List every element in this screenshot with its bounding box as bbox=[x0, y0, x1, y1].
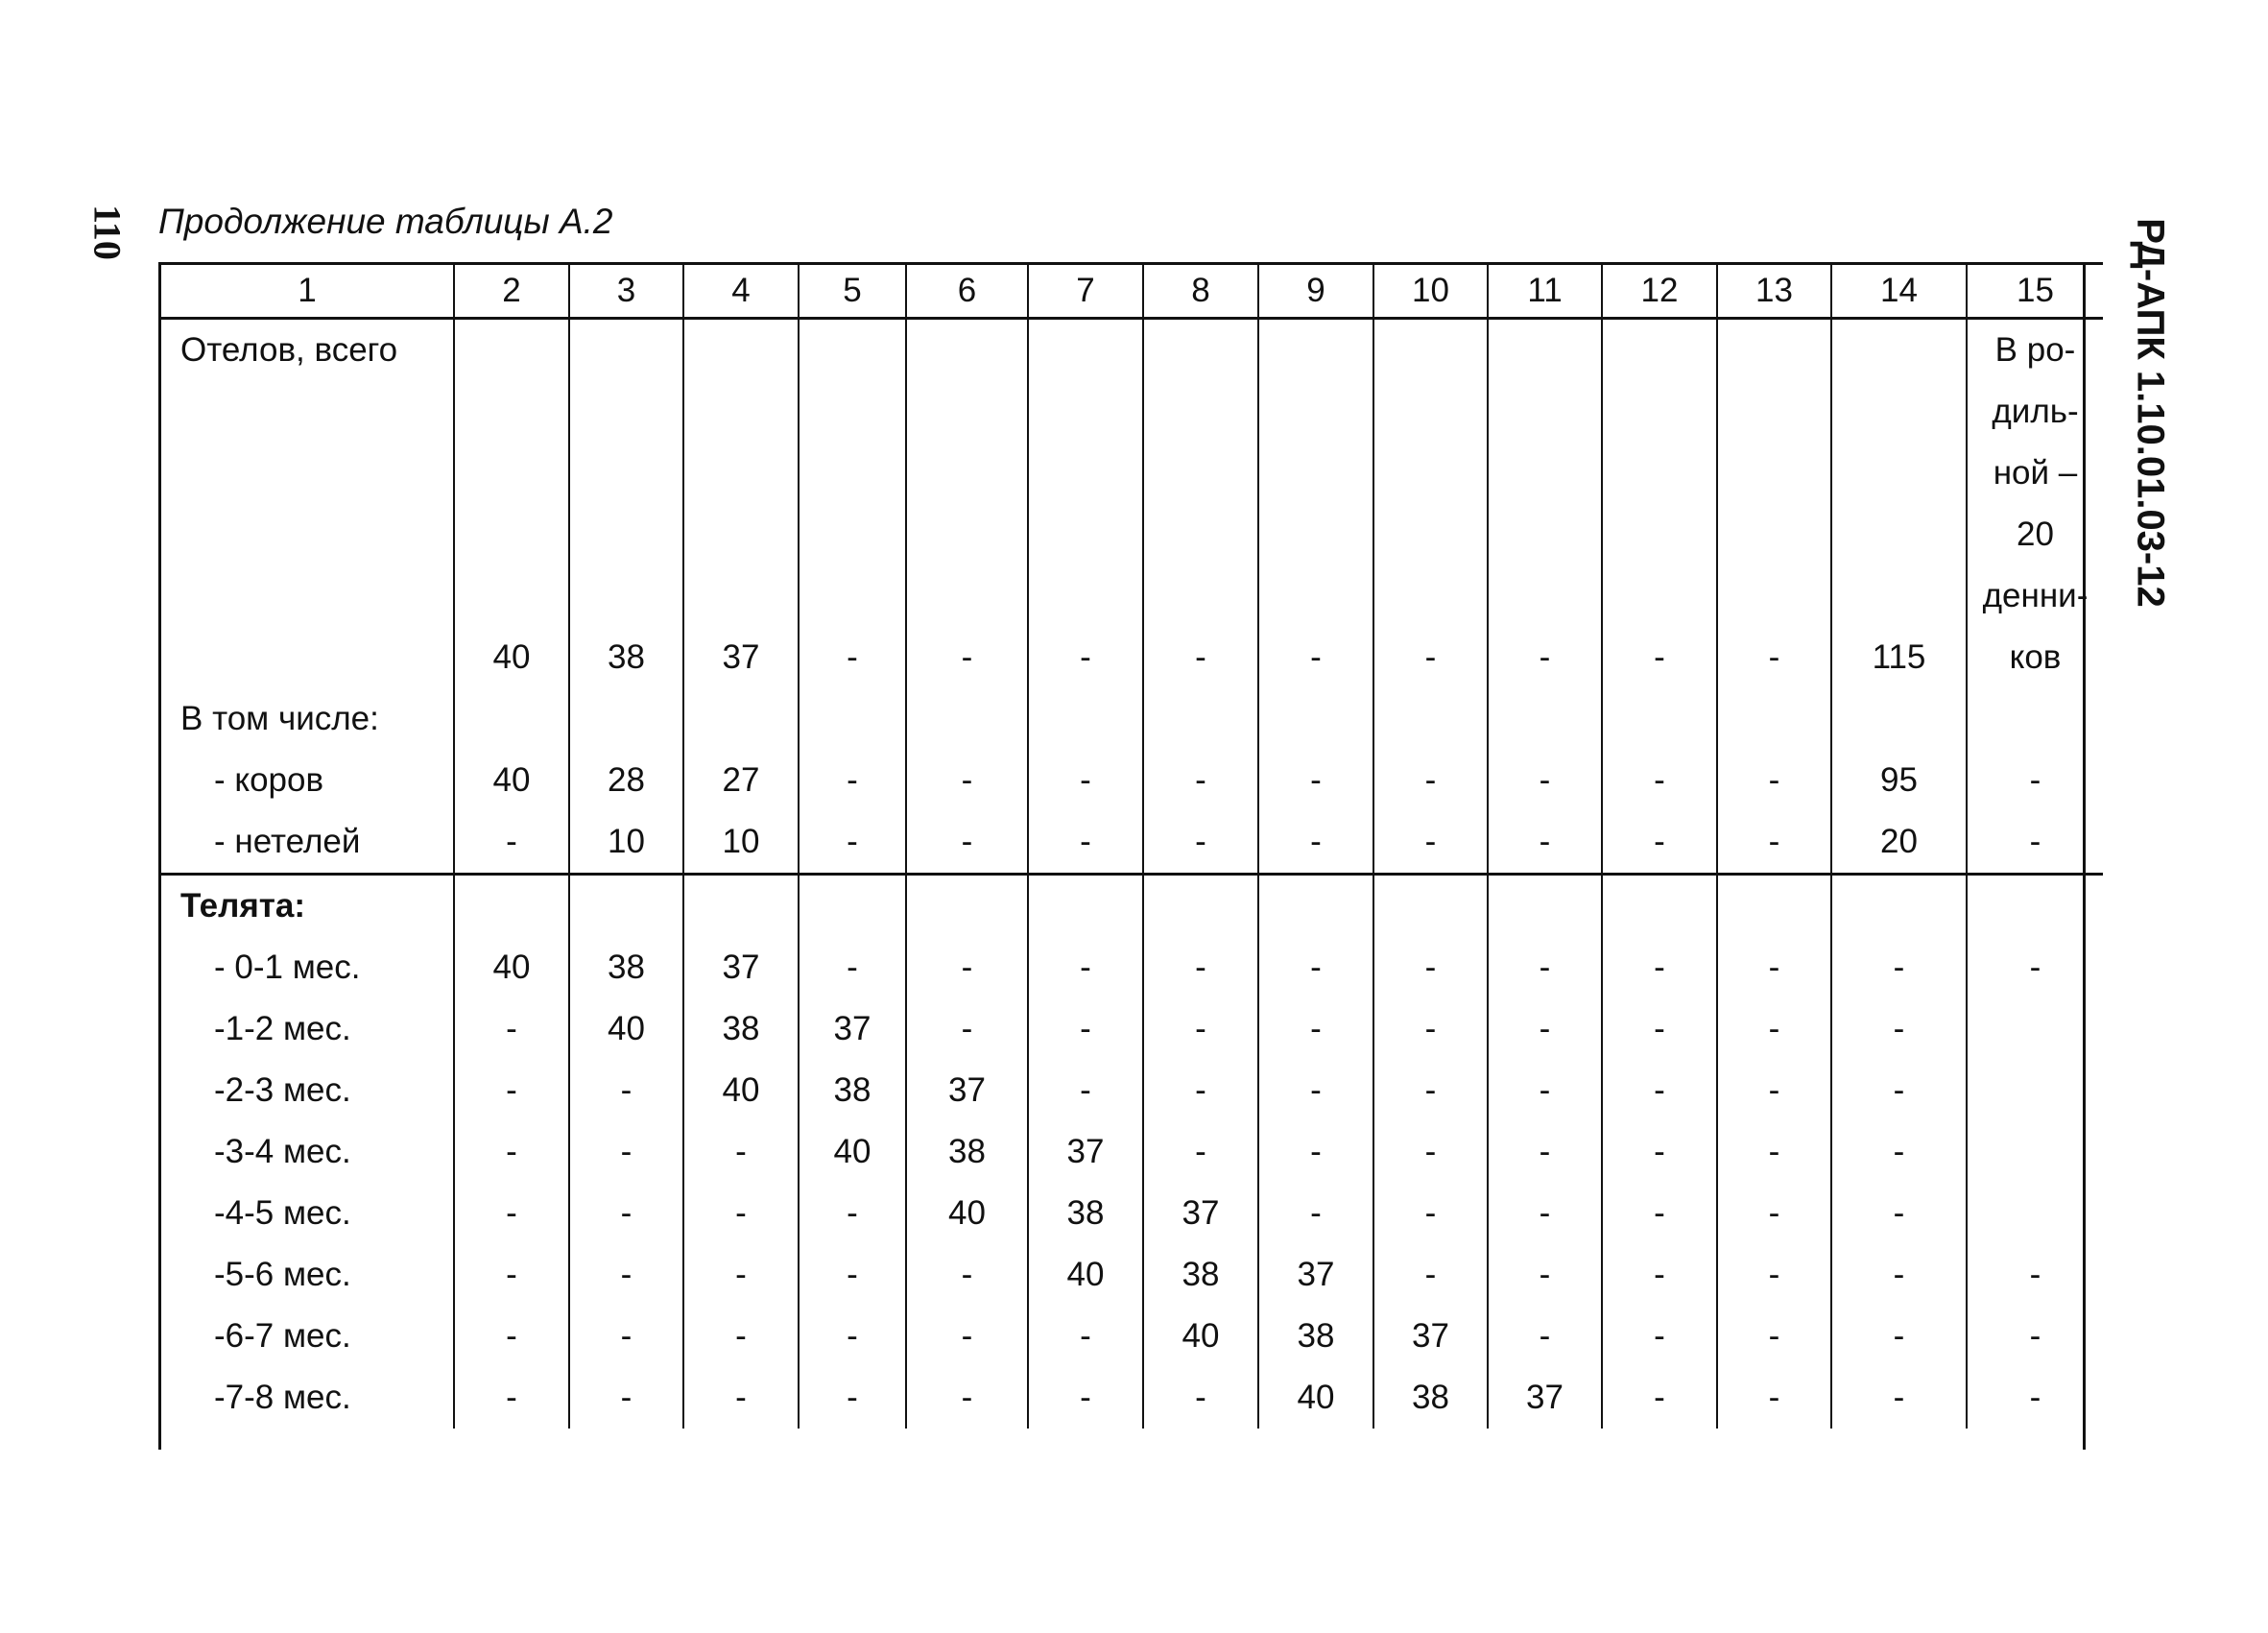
column-header-9: 9 bbox=[1258, 264, 1373, 319]
calves-header-row bbox=[161, 875, 2103, 938]
table-cell: - bbox=[1028, 319, 1143, 689]
table-cell: - bbox=[569, 1244, 683, 1306]
column-header-15: 15 bbox=[1967, 264, 2103, 319]
row-label: В том числе: bbox=[180, 700, 379, 737]
table-cell: - bbox=[683, 1244, 799, 1306]
table-cell: - bbox=[1488, 1183, 1602, 1244]
table-cell: - bbox=[1831, 1183, 1967, 1244]
table-cell: - bbox=[1831, 937, 1967, 998]
table-cell: - bbox=[683, 1183, 799, 1244]
table-cell: - bbox=[1831, 1121, 1967, 1183]
table-cell: - bbox=[1967, 811, 2103, 875]
note-line: ков bbox=[2009, 638, 2062, 676]
table-cell: - bbox=[1028, 1367, 1143, 1429]
table-cell: - bbox=[683, 1121, 799, 1183]
table-cell: - bbox=[1602, 811, 1717, 875]
table-cell: - bbox=[1488, 1244, 1602, 1306]
table-cell: - bbox=[1602, 1183, 1717, 1244]
column-header-3: 3 bbox=[569, 264, 683, 319]
table-cell: - bbox=[906, 1244, 1028, 1306]
row-label: Телята: bbox=[180, 887, 306, 925]
table-cell: - bbox=[906, 998, 1028, 1060]
table-cell: - bbox=[1143, 1121, 1258, 1183]
table-cell: - bbox=[1258, 998, 1373, 1060]
table-cell: 40 bbox=[1258, 1367, 1373, 1429]
column-header-2: 2 bbox=[454, 264, 569, 319]
document-code: РД-АПК 1.10.01.03-12 bbox=[2129, 218, 2172, 608]
table-cell: - bbox=[1717, 1244, 1831, 1306]
table-cell: - bbox=[1258, 319, 1373, 689]
table-cell: 37 bbox=[1488, 1367, 1602, 1429]
table-cell: - bbox=[1373, 937, 1488, 998]
table-cell: - bbox=[799, 1183, 906, 1244]
table-cell: - bbox=[1717, 998, 1831, 1060]
table-cell: 38 bbox=[1258, 1306, 1373, 1367]
row-label: Отелов, всего bbox=[180, 331, 398, 369]
table-cell: - bbox=[1602, 1306, 1717, 1367]
table-cell: 38 bbox=[683, 998, 799, 1060]
table-cell: - bbox=[569, 1121, 683, 1183]
table-cell: - bbox=[1258, 1060, 1373, 1121]
table-cell: - bbox=[1831, 1060, 1967, 1121]
table-cell: - bbox=[1373, 998, 1488, 1060]
column-header-12: 12 bbox=[1602, 264, 1717, 319]
table-cell: - bbox=[799, 1244, 906, 1306]
table-cell: - bbox=[1602, 319, 1717, 689]
column-header-14: 14 bbox=[1831, 264, 1967, 319]
table-cell: - bbox=[1488, 937, 1602, 998]
table-cell: - bbox=[1717, 319, 1831, 689]
table-cell: - bbox=[1258, 937, 1373, 998]
table-cell: - bbox=[1143, 1367, 1258, 1429]
data-table bbox=[161, 262, 2103, 1429]
table-cell: - bbox=[1717, 1121, 1831, 1183]
row-label: - нетелей bbox=[161, 811, 454, 875]
table-cell: - bbox=[1488, 1121, 1602, 1183]
note-line: диль- bbox=[1992, 393, 2079, 430]
table-cell bbox=[1967, 998, 2103, 1060]
table-cell: 37 bbox=[1028, 1121, 1143, 1183]
note-line: ной – bbox=[1993, 454, 2078, 492]
row-label: -1-2 мес. bbox=[214, 1010, 351, 1047]
table-cell: 40 bbox=[906, 1183, 1028, 1244]
table-caption: Продолжение таблицы А.2 bbox=[158, 202, 613, 241]
table-cell bbox=[1967, 1121, 2103, 1183]
table-cell: 37 bbox=[1258, 1244, 1373, 1306]
table-cell: - bbox=[799, 319, 906, 689]
table-cell: - bbox=[1143, 319, 1258, 689]
table-cell: - bbox=[454, 1367, 569, 1429]
table-cell: - bbox=[1258, 1121, 1373, 1183]
table-cell: 40 bbox=[454, 750, 569, 811]
calf-age-row bbox=[161, 1367, 2103, 1429]
table-cell: - bbox=[1028, 1306, 1143, 1367]
table-cell: 37 bbox=[1373, 1306, 1488, 1367]
table-cell: - bbox=[1717, 1306, 1831, 1367]
table-cell: - bbox=[454, 1121, 569, 1183]
row-label: -3-4 мес. bbox=[214, 1133, 351, 1170]
table-cell: 37 bbox=[1143, 1183, 1258, 1244]
table-cell: - bbox=[906, 319, 1028, 689]
table-cell: - bbox=[1717, 1367, 1831, 1429]
row-label: -6-7 мес. bbox=[214, 1317, 351, 1355]
table-cell: - bbox=[1143, 937, 1258, 998]
table-cell: - bbox=[1373, 319, 1488, 689]
table-cell: - bbox=[799, 750, 906, 811]
note-line: денни- bbox=[1982, 577, 2089, 614]
calf-age-row bbox=[161, 1244, 2103, 1306]
table-cell: - bbox=[1488, 1306, 1602, 1367]
table-cell: - bbox=[799, 811, 906, 875]
row-label: -5-6 мес. bbox=[214, 1256, 351, 1293]
table-cell: - bbox=[1602, 1367, 1717, 1429]
table-cell: 38 bbox=[569, 319, 683, 689]
column-header-5: 5 bbox=[799, 264, 906, 319]
including-row bbox=[161, 688, 2103, 750]
table-cell: - bbox=[1488, 998, 1602, 1060]
table-cell: - bbox=[906, 937, 1028, 998]
table-cell: - bbox=[1373, 1244, 1488, 1306]
calf-age-row bbox=[161, 1183, 2103, 1244]
table-cell: 37 bbox=[683, 937, 799, 998]
table-cell: - bbox=[1602, 1244, 1717, 1306]
note-line: 20 bbox=[2017, 516, 2054, 553]
table-cell: - bbox=[1488, 1060, 1602, 1121]
table-cell: - bbox=[1967, 750, 2103, 811]
table-cell: - bbox=[799, 1306, 906, 1367]
column-header-13: 13 bbox=[1717, 264, 1831, 319]
table-cell: - bbox=[454, 1244, 569, 1306]
column-header-8: 8 bbox=[1143, 264, 1258, 319]
table-cell: 20 bbox=[1831, 811, 1967, 875]
cows-row bbox=[161, 750, 2103, 811]
table-cell: - bbox=[1258, 750, 1373, 811]
table-cell: 40 bbox=[1143, 1306, 1258, 1367]
heifers-row bbox=[161, 811, 2103, 875]
table-cell: 40 bbox=[683, 1060, 799, 1121]
column-header-10: 10 bbox=[1373, 264, 1488, 319]
table-cell: 40 bbox=[799, 1121, 906, 1183]
table-cell: - bbox=[454, 1183, 569, 1244]
table-cell: - bbox=[1488, 319, 1602, 689]
table-cell: - bbox=[683, 1306, 799, 1367]
table-cell: 40 bbox=[454, 319, 569, 689]
table-cell: 27 bbox=[683, 750, 799, 811]
table-cell: - bbox=[1143, 811, 1258, 875]
calvings-row bbox=[161, 319, 2103, 689]
table-cell: - bbox=[1028, 1060, 1143, 1121]
table-cell: - bbox=[569, 1060, 683, 1121]
row-label: -7-8 мес. bbox=[214, 1379, 351, 1416]
table-cell: - bbox=[1488, 811, 1602, 875]
table-cell: - bbox=[1831, 1244, 1967, 1306]
table-cell: - bbox=[1831, 1367, 1967, 1429]
row-label: - коров bbox=[214, 761, 324, 799]
table-cell: - bbox=[683, 1367, 799, 1429]
table-cell: 38 bbox=[1143, 1244, 1258, 1306]
column-header-6: 6 bbox=[906, 264, 1028, 319]
header-row bbox=[161, 264, 2103, 319]
table-cell: - bbox=[1717, 937, 1831, 998]
table-cell: - bbox=[1373, 811, 1488, 875]
table-cell: 28 bbox=[569, 750, 683, 811]
table-cell: - bbox=[1831, 998, 1967, 1060]
table-cell: - bbox=[1967, 1306, 2103, 1367]
table-cell: - bbox=[1717, 1183, 1831, 1244]
table-cell: - bbox=[1373, 750, 1488, 811]
table-cell: - bbox=[906, 1367, 1028, 1429]
table-cell: - bbox=[1373, 1121, 1488, 1183]
table-cell: - bbox=[1717, 811, 1831, 875]
table-cell: - bbox=[454, 1060, 569, 1121]
table-cell: - bbox=[1602, 1060, 1717, 1121]
row-label: - 0-1 мес. bbox=[214, 949, 361, 986]
column-header-1: 1 bbox=[161, 264, 454, 319]
table-cell: - bbox=[1028, 937, 1143, 998]
column-header-11: 11 bbox=[1488, 264, 1602, 319]
calf-age-row bbox=[161, 1121, 2103, 1183]
table-cell: - bbox=[1143, 998, 1258, 1060]
table-cell: 95 bbox=[1831, 750, 1967, 811]
table-cell: - bbox=[1028, 811, 1143, 875]
table-cell: - bbox=[906, 1306, 1028, 1367]
table-cell: - bbox=[1602, 937, 1717, 998]
table-cell: - bbox=[799, 1367, 906, 1429]
table-cell: 38 bbox=[906, 1121, 1028, 1183]
table-cell: - bbox=[1143, 750, 1258, 811]
table-cell: 38 bbox=[1028, 1183, 1143, 1244]
table-cell: - bbox=[1967, 1244, 2103, 1306]
table-cell: 37 bbox=[906, 1060, 1028, 1121]
calf-age-row bbox=[161, 937, 2103, 998]
data-table-frame bbox=[158, 262, 2089, 1450]
row-label: -4-5 мес. bbox=[214, 1194, 351, 1232]
table-cell: 10 bbox=[683, 811, 799, 875]
page-number: 110 bbox=[85, 204, 130, 260]
table-cell: - bbox=[1028, 750, 1143, 811]
table-cell: - bbox=[1602, 1121, 1717, 1183]
table-cell: - bbox=[906, 750, 1028, 811]
table-cell: - bbox=[1602, 750, 1717, 811]
note-line: В ро- bbox=[1994, 331, 2076, 369]
table-cell: - bbox=[569, 1367, 683, 1429]
table-cell: - bbox=[1488, 750, 1602, 811]
table-cell: - bbox=[1028, 998, 1143, 1060]
table-cell: - bbox=[906, 811, 1028, 875]
table-cell: - bbox=[1967, 937, 2103, 998]
table-cell: - bbox=[1258, 811, 1373, 875]
table-cell: - bbox=[1717, 1060, 1831, 1121]
table-cell: - bbox=[1373, 1060, 1488, 1121]
table-cell: 40 bbox=[569, 998, 683, 1060]
row-label: -2-3 мес. bbox=[214, 1071, 351, 1109]
table-cell: 115 bbox=[1831, 319, 1967, 689]
table-cell: 38 bbox=[799, 1060, 906, 1121]
table-cell: - bbox=[1373, 1183, 1488, 1244]
table-cell: - bbox=[569, 1183, 683, 1244]
table-cell: 37 bbox=[799, 998, 906, 1060]
calf-age-row bbox=[161, 1060, 2103, 1121]
table-cell: - bbox=[799, 937, 906, 998]
table-cell: - bbox=[454, 811, 569, 875]
table-cell: 40 bbox=[1028, 1244, 1143, 1306]
table-cell: 38 bbox=[569, 937, 683, 998]
table-cell: - bbox=[1831, 1306, 1967, 1367]
table-cell: 37 bbox=[683, 319, 799, 689]
table-cell bbox=[1967, 1060, 2103, 1121]
table-cell: - bbox=[454, 998, 569, 1060]
table-cell: 10 bbox=[569, 811, 683, 875]
table-cell: - bbox=[1258, 1183, 1373, 1244]
table-cell: - bbox=[454, 1306, 569, 1367]
table-cell: 40 bbox=[454, 937, 569, 998]
table-cell: - bbox=[569, 1306, 683, 1367]
table-cell bbox=[1967, 1183, 2103, 1244]
calf-age-row bbox=[161, 1306, 2103, 1367]
table-cell: - bbox=[1967, 1367, 2103, 1429]
column-header-7: 7 bbox=[1028, 264, 1143, 319]
table-cell: - bbox=[1717, 750, 1831, 811]
calf-age-row bbox=[161, 998, 2103, 1060]
maternity-note bbox=[1967, 319, 2103, 689]
table-cell: - bbox=[1143, 1060, 1258, 1121]
table-cell: - bbox=[1602, 998, 1717, 1060]
column-header-4: 4 bbox=[683, 264, 799, 319]
table-cell: 38 bbox=[1373, 1367, 1488, 1429]
